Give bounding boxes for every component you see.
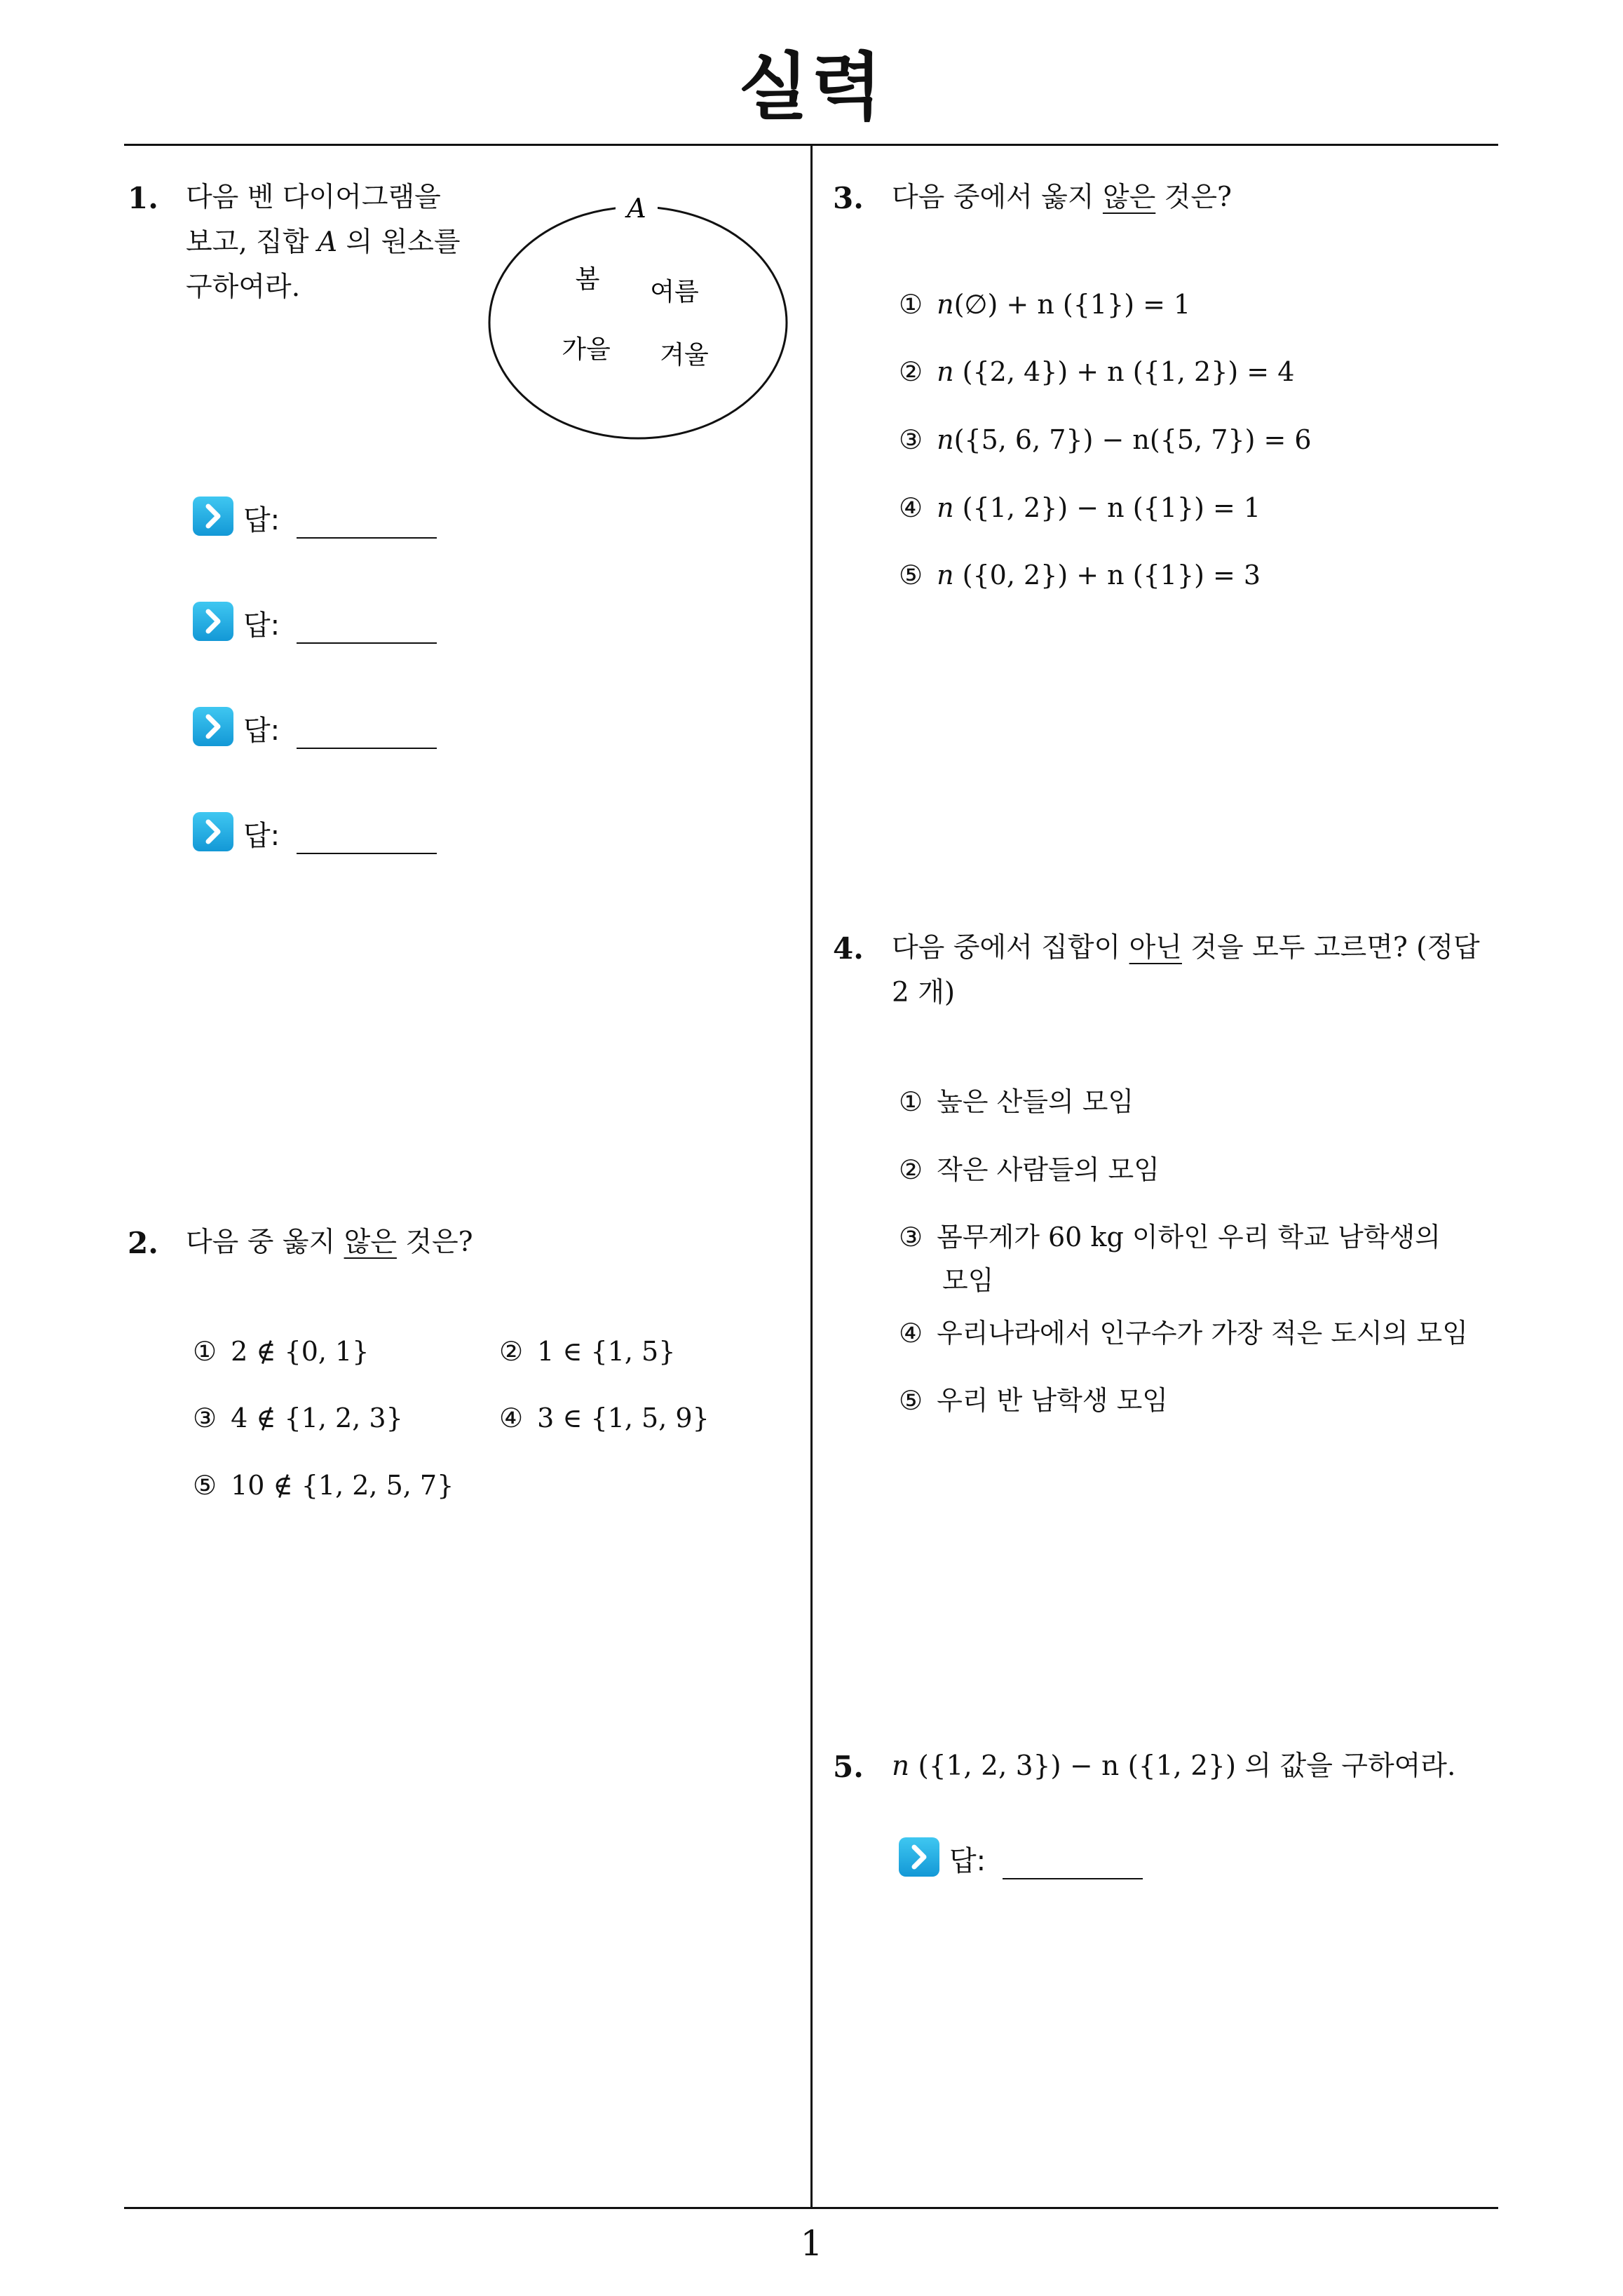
choice-marker: ② [899,1154,923,1185]
choice-option[interactable] [899,356,1294,387]
choice-option[interactable] [899,1148,1160,1187]
choice-option[interactable] [899,560,1261,590]
choice-text: 우리나라에서 인구수가 가장 적은 도시의 모임 [937,1318,1468,1349]
answer-blank[interactable] [193,497,445,546]
underlined-word: 아닌 [1129,932,1182,964]
answer-line [1003,1878,1143,1879]
question-text [186,175,480,310]
choice-marker: ③ [899,1222,923,1252]
chevron-right-icon [899,1837,939,1877]
venn-diagram [484,189,799,449]
choice-option[interactable] [193,1336,369,1367]
footer-rule [124,2207,1498,2209]
choice-text: ({5, 6, 7}) − n({5, 7}) = 6 [953,424,1312,455]
choice-text: 우리 반 남학생 모임 [937,1385,1168,1416]
choice-marker: ④ [899,1318,923,1349]
choice-marker: ② [499,1336,524,1367]
choice-marker: ② [899,356,923,387]
cardinality-symbol: n [892,1750,910,1782]
venn-element: 가을 [562,335,611,364]
set-variable: A [317,227,338,258]
question-number: 5. [833,1750,864,1784]
choice-marker: ④ [499,1403,524,1433]
choice-text: 3 ∈ {1, 5, 9} [537,1403,709,1433]
venn-set-label: A [627,193,646,224]
choice-text: ({0, 2}) + n ({1}) = 3 [953,560,1261,590]
cardinality-symbol: n [937,289,954,320]
choice-option[interactable] [899,492,1261,523]
choice-marker: ⑤ [899,1385,923,1416]
question-text-line [892,926,1509,971]
cardinality-symbol: n [937,560,954,590]
question-text-part: 것은? [396,1227,473,1258]
choice-text: 2 ∉ {0, 1} [231,1336,369,1367]
venn-element: 여름 [650,278,699,306]
answer-line [297,853,437,854]
question-number: 3. [833,181,864,215]
venn-element: 봄 [575,265,600,294]
choice-option[interactable] [899,424,1312,455]
answer-label: 답: [243,820,280,852]
chevron-right-icon [193,497,233,536]
question-text-line: 다음 벤 다이어그램을 [186,182,441,213]
question-text [892,926,1509,1015]
question-text-line: 보고, 집합 A 의 원소를 [186,227,461,258]
question-text [892,1744,1455,1789]
choice-text: 몸무게가 60 kg 이하인 우리 학교 남학생의 [937,1222,1441,1252]
choice-text: (∅) + n ({1}) = 1 [953,289,1191,320]
cardinality-symbol: n [937,492,954,523]
choice-option[interactable] [899,1080,1134,1119]
choice-marker: ① [899,289,923,320]
choice-marker: ③ [193,1403,217,1433]
chevron-right-icon [193,707,233,746]
question-text [892,175,1232,220]
question-number: 1. [128,181,158,215]
question-text-part: 것을 모두 고르면? (정답 [1181,932,1480,964]
answer-line [297,748,437,749]
choice-marker: ① [899,1086,923,1117]
question-text-part: 것은? [1155,182,1232,213]
answer-label: 답: [243,609,280,642]
choice-marker: ⑤ [899,560,923,590]
underlined-word: 않은 [344,1227,397,1258]
choice-option[interactable] [899,1379,1168,1417]
answer-blank[interactable] [193,602,445,651]
answer-label: 답: [243,715,280,747]
question-number: 4. [833,931,864,966]
question-number: 2. [128,1226,158,1260]
choice-text-continued: 모임 [942,1265,994,1296]
answer-blank[interactable] [193,707,445,756]
question-text-line: 2 개) [892,977,956,1008]
answer-blank[interactable] [193,812,445,861]
choice-marker: ⑤ [193,1470,217,1501]
chevron-right-icon [193,602,233,641]
answer-label: 답: [949,1845,986,1877]
choice-text: 10 ∉ {1, 2, 5, 7} [231,1470,454,1501]
answer-label: 답: [243,504,280,536]
choice-text: 1 ∈ {1, 5} [537,1336,676,1367]
choice-marker: ① [193,1336,217,1367]
choice-option[interactable] [899,289,1190,320]
choice-text: 작은 사람들의 모임 [937,1154,1160,1185]
question-text-part: 다음 중 옳지 [186,1227,344,1258]
page-number: 1 [800,2223,823,2264]
answer-line [297,537,437,539]
cardinality-symbol: n [937,424,954,455]
venn-element: 겨울 [660,341,709,370]
choice-marker: ④ [899,492,923,523]
question-text-part: ({1, 2, 3}) − n ({1, 2}) 의 값을 구하여라. [909,1750,1456,1782]
choice-option[interactable] [899,1215,1441,1302]
choice-text: ({2, 4}) + n ({1, 2}) = 4 [953,356,1295,387]
choice-text: 높은 산들의 모임 [937,1086,1134,1117]
answer-blank[interactable] [899,1837,1151,1886]
choice-option[interactable] [899,1311,1468,1350]
underlined-word: 않은 [1102,182,1156,213]
column-divider [810,145,813,2207]
choice-option[interactable] [499,1336,675,1367]
page-title: 실력 [738,44,885,130]
choice-marker: ③ [899,424,923,455]
chevron-right-icon [193,812,233,851]
cardinality-symbol: n [937,356,954,387]
choice-text: 4 ∉ {1, 2, 3} [231,1403,403,1433]
question-text-part: 다음 중에서 집합이 [892,932,1129,964]
choice-option[interactable] [193,1403,403,1433]
choice-option[interactable] [499,1403,709,1433]
choice-text: ({1, 2}) − n ({1}) = 1 [953,492,1261,523]
question-text-line: 구하여라. [186,271,301,303]
answer-line [297,642,437,644]
question-text [186,1220,473,1265]
question-text-part: 다음 중에서 옳지 [892,182,1103,213]
choice-option[interactable] [193,1470,454,1501]
